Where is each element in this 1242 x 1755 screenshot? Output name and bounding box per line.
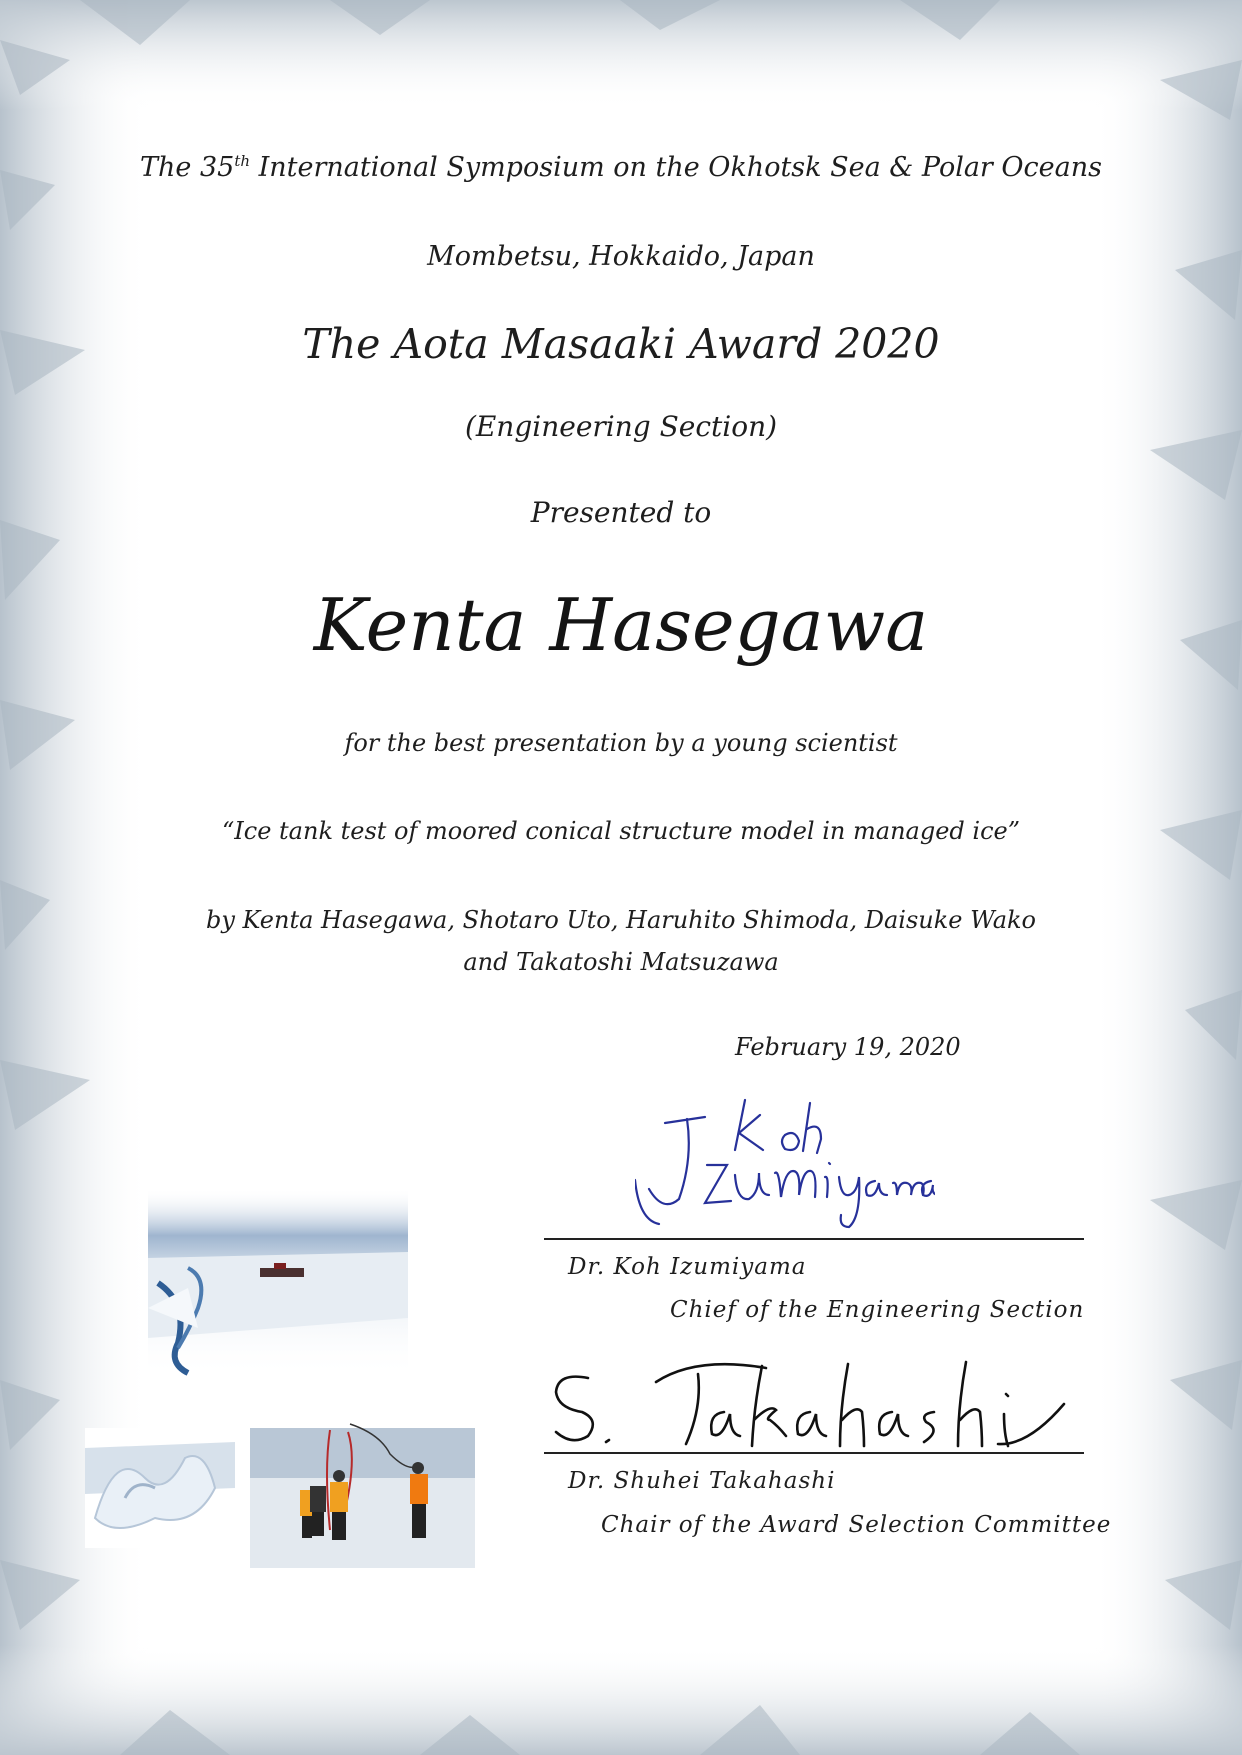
award-title: The Aota Masaaki Award 2020 (302, 320, 940, 368)
recipient-name: Kenta Hasegawa (313, 583, 929, 667)
symposium-suffix: International Symposium on the Okhotsk Sea & Polar Oceans (250, 152, 1102, 183)
presented-to: Presented to (530, 496, 712, 529)
symposium-prefix: The 35 (139, 152, 235, 183)
symposium-heading (0, 152, 1242, 183)
sea-ice-icebreaker-photo (148, 1188, 408, 1378)
presentation-title: “Ice tank test of moored conical structure model in managed ice” (222, 817, 1020, 845)
signatory-2-name: Dr. Shuhei Takahashi (568, 1468, 836, 1494)
signature-line-1 (544, 1238, 1084, 1240)
signature-izumiyama (635, 1095, 935, 1245)
field-team-on-ice-photo (250, 1420, 475, 1610)
award-section: (Engineering Section) (464, 410, 778, 443)
signatory-1-name: Dr. Koh Izumiyama (568, 1254, 807, 1280)
award-date: February 19, 2020 (735, 1033, 961, 1061)
location: Mombetsu, Hokkaido, Japan (427, 241, 815, 272)
signatory-1-role: Chief of the Engineering Section (670, 1297, 1085, 1323)
authors-line-1: by Kenta Hasegawa, Shotaro Uto, Haruhito Shimoda, Daisuke Wako (205, 906, 1037, 934)
award-reason: for the best presentation by a young scientist (344, 729, 898, 757)
symposium-ordinal: th (234, 152, 251, 170)
signature-takahashi (548, 1350, 1068, 1455)
signature-line-2 (544, 1452, 1084, 1454)
ice-ridge-photo (85, 1428, 235, 1548)
authors-line-2: and Takatoshi Matsuzawa (463, 948, 779, 976)
signatory-2-role: Chair of the Award Selection Committee (601, 1512, 1112, 1538)
